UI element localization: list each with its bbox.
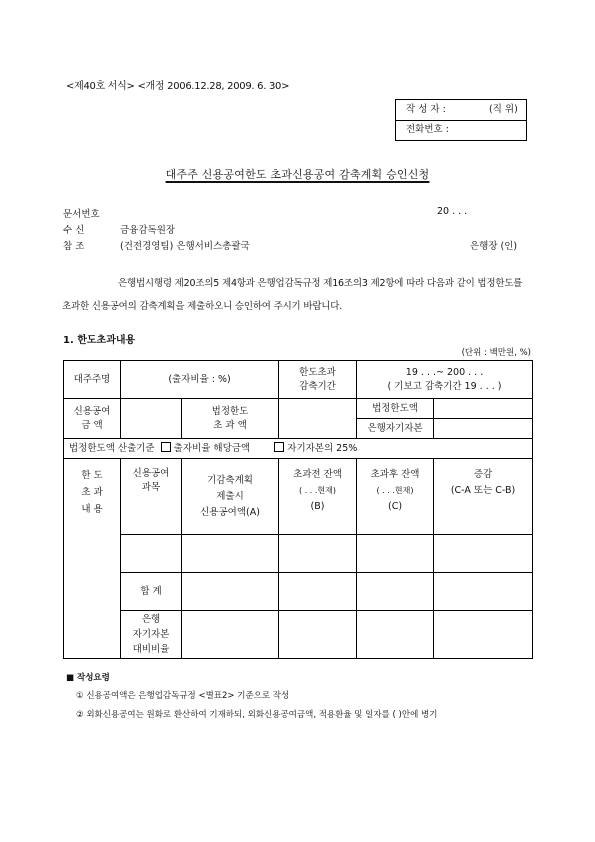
phone-label: 전화번호 :: [406, 124, 449, 135]
existing-plan-header: 기감축계획 제출시 신용공여액(A): [182, 459, 279, 535]
author-row: [396, 100, 526, 121]
date-field: 20 . . .: [437, 206, 468, 217]
checkbox-equity-25[interactable]: [274, 442, 284, 452]
table-cell: [434, 535, 533, 573]
option-equity-25: 자기자본의 25%: [287, 442, 358, 454]
credit-amount-label: 신용공여 금 액: [64, 399, 121, 439]
option-investment-ratio: 출자비율 해당금액: [173, 442, 251, 454]
position-label: (직 위): [489, 104, 518, 115]
equity-ratio-label: 은행 자기자본 대비비율: [121, 611, 182, 659]
table-cell: [279, 535, 357, 573]
legal-limit-excess-value: [279, 399, 357, 439]
change-header: 증감 (C-A 또는 C-B): [434, 459, 533, 535]
author-label: 작 성 자 :: [406, 104, 446, 115]
table-row: [64, 573, 533, 611]
table-cell: [357, 535, 434, 573]
excess-detail-label: 한 도 초 과 내 용: [64, 459, 121, 659]
request-body-text: 은행법시행령 제20조의5 제4항과 은행업감독규정 제16조의3 제2항에 따라 다음과 같이 법정한도를 초과한 신용공여의 감축계획을 제출하오니 승인하여 주시기 바랍니다.: [62, 278, 523, 312]
table-row: [64, 439, 533, 459]
document-title: 대주주 신용공여한도 초과신용공여 감축계획 승인신청: [165, 168, 430, 181]
bank-equity-value: [434, 419, 533, 439]
notes-heading: ■ 작성요령: [66, 673, 110, 683]
table-cell: [182, 573, 279, 611]
bank-equity-label: 은행자기자본: [357, 419, 434, 439]
table-row: [64, 459, 533, 535]
signature-label: 은행장 (인): [470, 241, 518, 252]
table-cell: [434, 573, 533, 611]
recipient-value: 금융감독원장: [120, 225, 176, 236]
table-cell: [357, 573, 434, 611]
table-cell: [279, 573, 357, 611]
after-balance-header: 초과후 잔액 ( . . .현재) (C): [357, 459, 434, 535]
table-cell: [279, 611, 357, 659]
table-cell: [182, 611, 279, 659]
excess-credit-table: [63, 360, 533, 659]
credit-subject-header: 신용공여 과목: [121, 459, 182, 535]
recipient-label: 수 신: [63, 225, 85, 236]
table-row: [64, 535, 533, 573]
reference-label: 참 조: [63, 241, 85, 252]
legal-limit-amount-value: [434, 399, 533, 419]
legal-limit-excess-label: 법정한도 초 과 액: [182, 399, 279, 439]
note-item: ① 신용공여액은 은행업감독규정 <별표2> 기준으로 작성: [76, 691, 290, 701]
table-row: [64, 361, 533, 399]
doc-number-label: 문서번호: [63, 209, 100, 220]
calc-basis-row: [64, 439, 533, 459]
phone-row: [396, 120, 526, 140]
table-row: [64, 399, 533, 419]
form-reference: <제40호 서식> <개정 2006.12.28, 2009. 6. 30>: [66, 81, 290, 92]
over-period-label: 한도초과 감축기간: [279, 361, 357, 399]
calc-basis-label: 법정한도액 산출기준: [69, 442, 155, 454]
total-label: 합 계: [121, 573, 182, 611]
table-cell: [121, 535, 182, 573]
note-item: ② 외화신용공여는 원화로 환산하여 기재하되, 외화신용공여금액, 적용환율 및 일자를 ( )안에 병기: [76, 710, 438, 720]
checkbox-investment-ratio[interactable]: [161, 442, 171, 452]
before-balance-header: 초과전 잔액 ( . . .현재) (B): [279, 459, 357, 535]
legal-limit-amount-label: 법정한도액: [357, 399, 434, 419]
table-cell: [182, 535, 279, 573]
investment-ratio-field: (출자비율 : %): [121, 361, 279, 399]
author-info-box: [395, 99, 527, 141]
table-row: [64, 611, 533, 659]
section-heading: 1. 한도초과내용: [63, 335, 136, 346]
table-cell: [357, 611, 434, 659]
reduction-period-field: 19 . . .~ 200 . . . ( 기보고 감축기간 19 . . . ): [357, 361, 533, 399]
credit-amount-value: [121, 399, 182, 439]
reference-value: (건전경영팀) 은행서비스총괄국: [120, 241, 250, 252]
major-shareholder-label: 대주주명: [64, 361, 121, 399]
unit-note: (단위 : 백만원, %): [461, 348, 531, 358]
table-cell: [434, 611, 533, 659]
